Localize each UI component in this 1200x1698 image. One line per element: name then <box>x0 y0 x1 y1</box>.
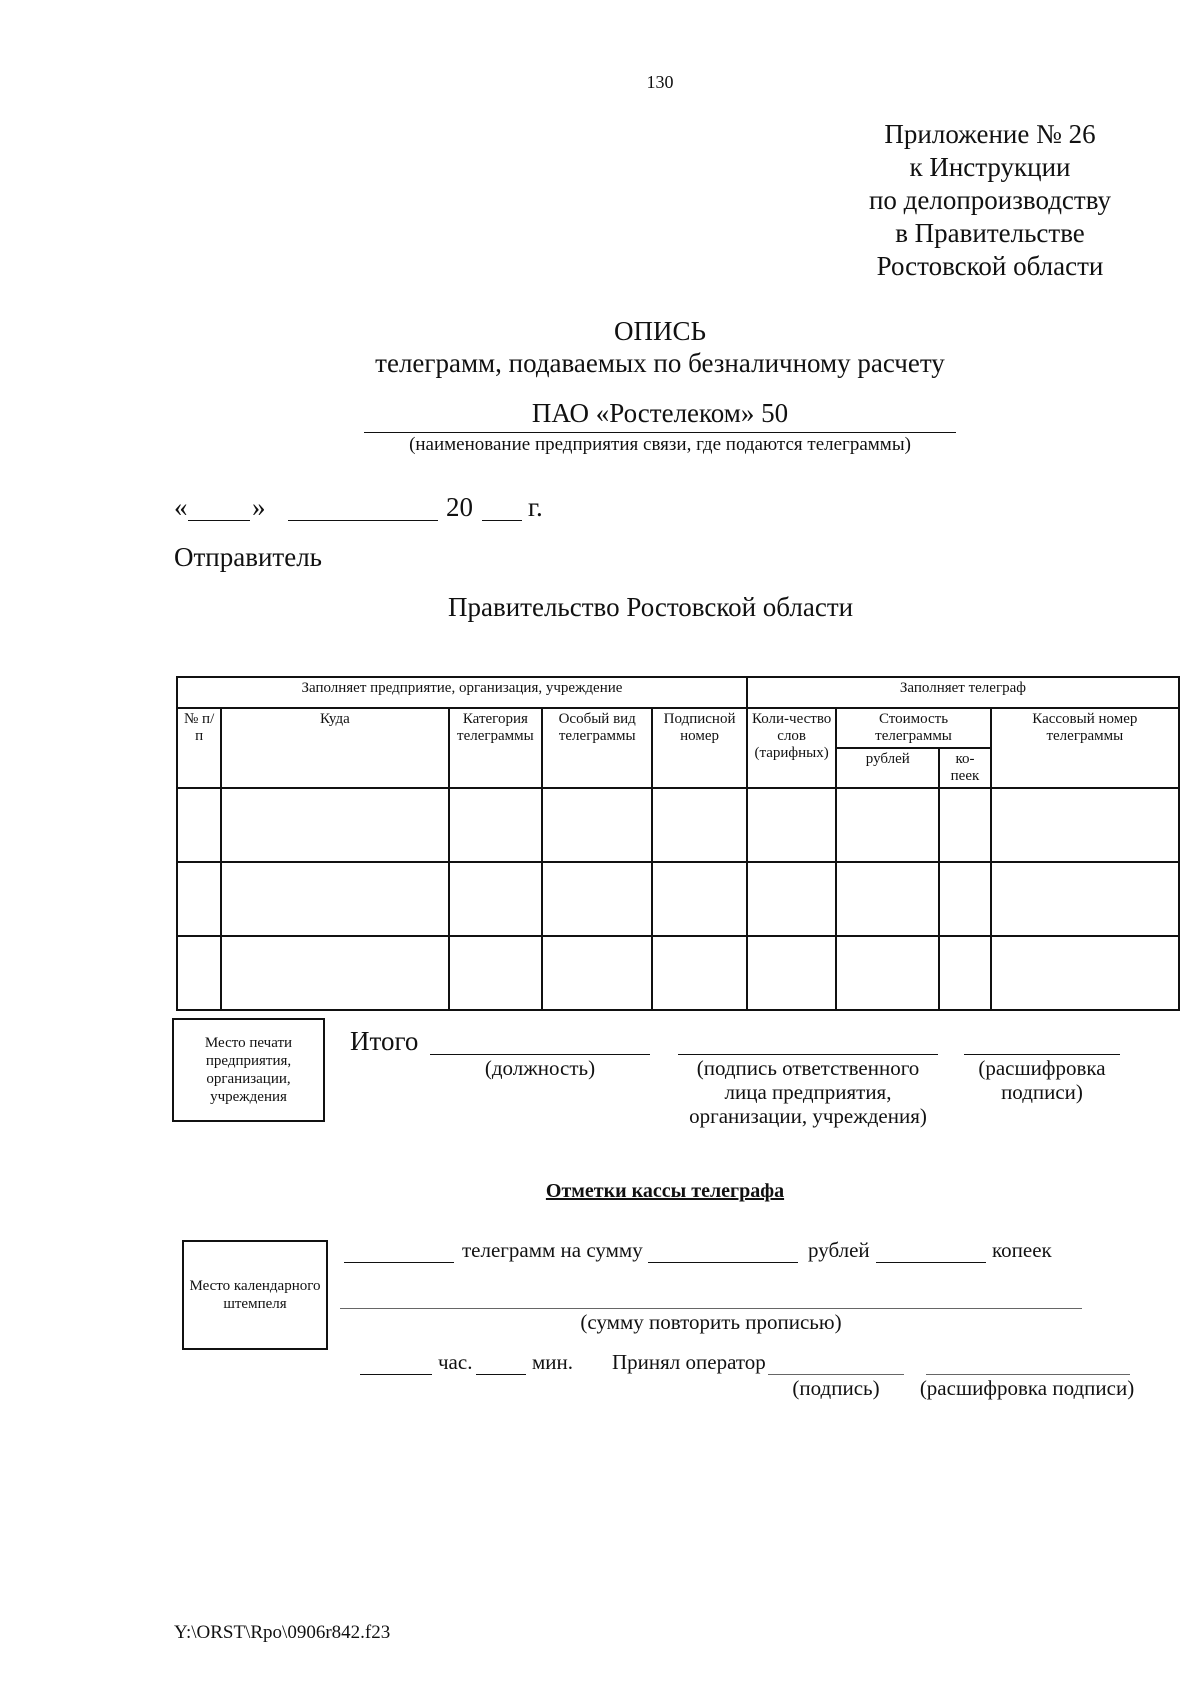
table-cell[interactable] <box>542 788 652 862</box>
table-cell[interactable] <box>836 862 939 936</box>
table-cell[interactable] <box>449 788 543 862</box>
total-label: Итого <box>350 1026 419 1056</box>
table-cell[interactable] <box>177 936 221 1010</box>
date-open-quote: « <box>174 492 188 522</box>
column-header-cash-number: Кассовый номер телеграммы <box>991 708 1179 788</box>
document-subtitle: телеграмм, подаваемых по безналичному расчету <box>375 348 945 378</box>
table-cell[interactable] <box>449 936 543 1010</box>
calendar-stamp-box <box>182 1240 328 1350</box>
table-row <box>177 936 1179 1010</box>
page-number: 130 <box>646 72 674 92</box>
table-cell[interactable] <box>177 862 221 936</box>
stamp-place-box <box>172 1018 325 1122</box>
kopecks-label: копеек <box>992 1238 1052 1262</box>
column-header-subscriber-number: Подписной номер <box>652 708 747 788</box>
sender-value: Правительство Ростовской области <box>448 592 854 622</box>
table-cell[interactable] <box>991 862 1179 936</box>
operator-label: Принял оператор <box>612 1350 766 1374</box>
date-day-blank[interactable] <box>188 520 250 521</box>
organization-name: ПАО «Ростелеком» 50 <box>531 398 789 428</box>
column-header-cost: Стоимость телеграммы <box>836 708 990 748</box>
column-header-rubles: рублей <box>836 748 939 788</box>
minutes-blank[interactable] <box>476 1374 526 1375</box>
repeat-sum-caption: (сумму повторить прописью) <box>580 1310 842 1334</box>
organization-underline <box>364 432 956 433</box>
group-header-telegraph: Заполняет телеграф <box>747 677 1179 708</box>
appendix-line: к Инструкции <box>909 152 1071 182</box>
stamp-place-label: Место печати предприятия, организации, учреждения <box>204 1035 293 1105</box>
signature-caption: (подпись ответственного лица предприятия, организации, учреждения) <box>689 1056 927 1128</box>
table-cell[interactable] <box>652 936 747 1010</box>
telegram-count-blank[interactable] <box>344 1262 454 1263</box>
column-header-kopecks: ко-пеек <box>939 748 990 788</box>
table-cell[interactable] <box>221 788 448 862</box>
table-cell[interactable] <box>652 862 747 936</box>
column-header-special-type: Особый вид телеграммы <box>542 708 652 788</box>
table-cell[interactable] <box>747 936 836 1010</box>
table-cell[interactable] <box>747 862 836 936</box>
table-cell[interactable] <box>836 936 939 1010</box>
table-cell[interactable] <box>542 862 652 936</box>
table-row <box>177 862 1179 936</box>
table-cell[interactable] <box>939 788 990 862</box>
table-cell[interactable] <box>177 788 221 862</box>
kopecks-amount-blank[interactable] <box>876 1262 986 1263</box>
date-year-suffix: г. <box>528 492 543 522</box>
document-title: ОПИСЬ <box>613 316 706 346</box>
cashier-heading-text: Отметки кассы телеграфа <box>545 1180 785 1202</box>
date-year-blank[interactable] <box>482 520 522 521</box>
cashier-heading <box>0 1180 1200 1203</box>
table-cell[interactable] <box>221 862 448 936</box>
telegrams-on-sum-label: телеграмм на сумму <box>462 1238 643 1262</box>
column-header-category: Категория телеграммы <box>449 708 543 788</box>
group-header-organization: Заполняет предприятие, организация, учреждение <box>177 677 747 708</box>
operator-signature-caption: (подпись) <box>792 1376 880 1400</box>
calendar-stamp-label: Место календарного штемпеля <box>189 1278 321 1312</box>
table-row <box>177 788 1179 862</box>
signature-blank[interactable] <box>678 1054 938 1055</box>
appendix-line: Ростовской области <box>876 251 1104 281</box>
appendix-line: в Правительстве <box>895 218 1085 248</box>
table-cell[interactable] <box>939 936 990 1010</box>
hours-blank[interactable] <box>360 1374 432 1375</box>
position-blank[interactable] <box>430 1054 650 1055</box>
position-caption: (должность) <box>484 1056 596 1080</box>
appendix-line: по делопроизводству <box>868 185 1112 215</box>
column-header-number: № п/п <box>177 708 221 788</box>
table-cell[interactable] <box>542 936 652 1010</box>
table-cell[interactable] <box>652 788 747 862</box>
hours-label: час. <box>438 1350 473 1374</box>
table-cell[interactable] <box>747 788 836 862</box>
telegram-table <box>176 676 1180 1011</box>
column-header-destination: Куда <box>221 708 448 788</box>
date-year-prefix: 20 <box>446 492 473 522</box>
minutes-label: мин. <box>532 1350 574 1374</box>
table-cell[interactable] <box>221 936 448 1010</box>
table-cell[interactable] <box>449 862 543 936</box>
decode-caption: (расшифровка подписи) <box>978 1056 1106 1104</box>
appendix-line: Приложение № 26 <box>884 119 1096 149</box>
decode-blank[interactable] <box>964 1054 1120 1055</box>
sender-label: Отправитель <box>174 542 322 572</box>
table-cell[interactable] <box>836 788 939 862</box>
operator-decode-blank[interactable] <box>926 1374 1130 1375</box>
sum-in-words-blank[interactable] <box>340 1308 1082 1309</box>
date-close-quote: » <box>252 492 266 522</box>
operator-signature-blank[interactable] <box>768 1374 904 1375</box>
organization-caption: (наименование предприятия связи, где подаются телеграммы) <box>409 434 911 455</box>
column-header-word-count: Коли-чество слов (тарифных) <box>747 708 836 788</box>
appendix-reference <box>830 118 1150 283</box>
operator-decode-caption: (расшифровка подписи) <box>919 1376 1135 1400</box>
table-cell[interactable] <box>991 788 1179 862</box>
date-month-blank[interactable] <box>288 520 438 521</box>
footer-file-path: Y:\ORST\Rpo\0906r842.f23 <box>174 1622 391 1643</box>
table-cell[interactable] <box>991 936 1179 1010</box>
table-cell[interactable] <box>939 862 990 936</box>
rubles-amount-blank[interactable] <box>648 1262 798 1263</box>
rubles-label: рублей <box>808 1238 870 1262</box>
